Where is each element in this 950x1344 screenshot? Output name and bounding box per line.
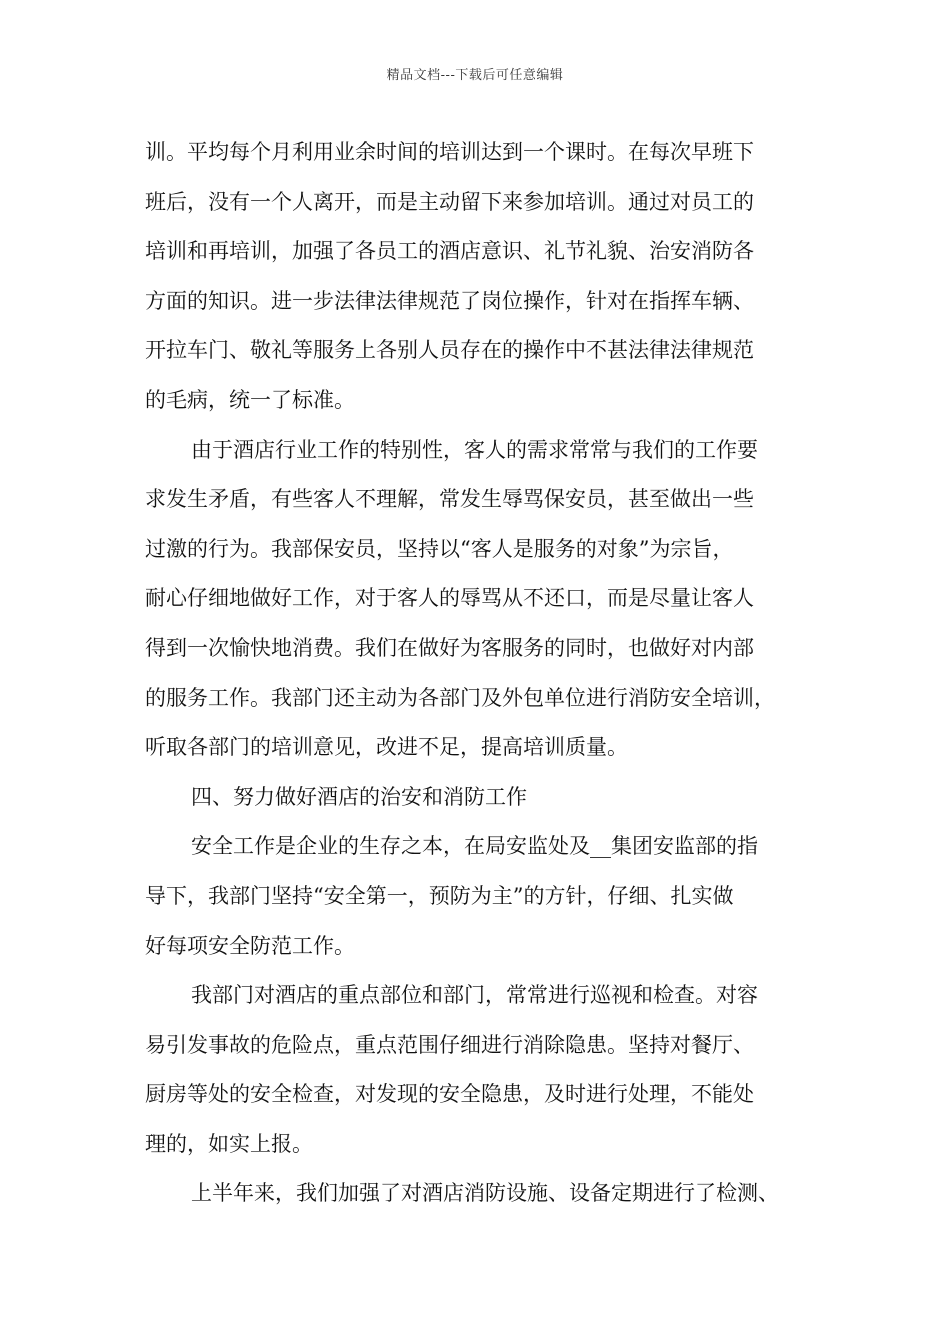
text-line: 方面的知识。进一步法律法律规范了岗位操作，针对在指挥车辆、 bbox=[145, 288, 754, 313]
text-line: 班后，没有一个人离开，而是主动留下来参加培训。通过对员工的 bbox=[145, 189, 754, 214]
page-header: 精品文档---下载后可任意编辑 bbox=[386, 68, 564, 83]
text-line: 的服务工作。我部门还主动为各部门及外包单位进行消防安全培训， bbox=[145, 685, 775, 710]
text-line: 安全工作是企业的生存之本，在局安监处及__集团安监部的指 bbox=[191, 834, 758, 859]
text-line: 开拉车门、敬礼等服务上各别人员存在的操作中不甚法律法律规范 bbox=[145, 338, 754, 363]
document-body bbox=[145, 128, 825, 1219]
text-line: 耐心仔细地做好工作，对于客人的辱骂从不还口，而是尽量让客人 bbox=[145, 586, 754, 611]
text-line: 导下，我部门坚持“安全第一，预防为主”的方针，仔细、扎实做 bbox=[145, 883, 734, 908]
text-line: 的毛病，统一了标准。 bbox=[145, 387, 355, 412]
text-line: 由于酒店行业工作的特别性，客人的需求常常与我们的工作要 bbox=[191, 437, 758, 462]
text-line: 理的，如实上报。 bbox=[145, 1131, 313, 1156]
text-line: 易引发事故的危险点，重点范围仔细进行消除隐患。坚持对餐厅、 bbox=[145, 1032, 754, 1057]
text-line: 厨房等处的安全检查，对发现的安全隐患，及时进行处理，不能处 bbox=[145, 1082, 754, 1107]
text-line: 好每项安全防范工作。 bbox=[145, 933, 355, 958]
text-line: 求发生矛盾，有些客人不理解，常发生辱骂保安员，甚至做出一些 bbox=[145, 487, 754, 512]
text-line: 听取各部门的培训意见，改进不足，提高培训质量。 bbox=[145, 735, 628, 760]
text-line: 四、努力做好酒店的治安和消防工作 bbox=[191, 784, 527, 809]
text-line: 上半年来，我们加强了对酒店消防设施、设备定期进行了检测、 bbox=[191, 1181, 779, 1206]
text-line: 过激的行为。我部保安员，坚持以“客人是服务的对象”为宗旨， bbox=[145, 536, 734, 561]
text-line: 得到一次愉快地消费。我们在做好为客服务的同时，也做好对内部 bbox=[145, 635, 754, 660]
text-line: 我部门对酒店的重点部位和部门，常常进行巡视和检查。对容 bbox=[191, 983, 758, 1008]
text-line: 训。平均每个月利用业余时间的培训达到一个课时。在每次早班下 bbox=[145, 140, 754, 164]
text-line: 培训和再培训，加强了各员工的酒店意识、礼节礼貌、治安消防各 bbox=[145, 239, 754, 264]
